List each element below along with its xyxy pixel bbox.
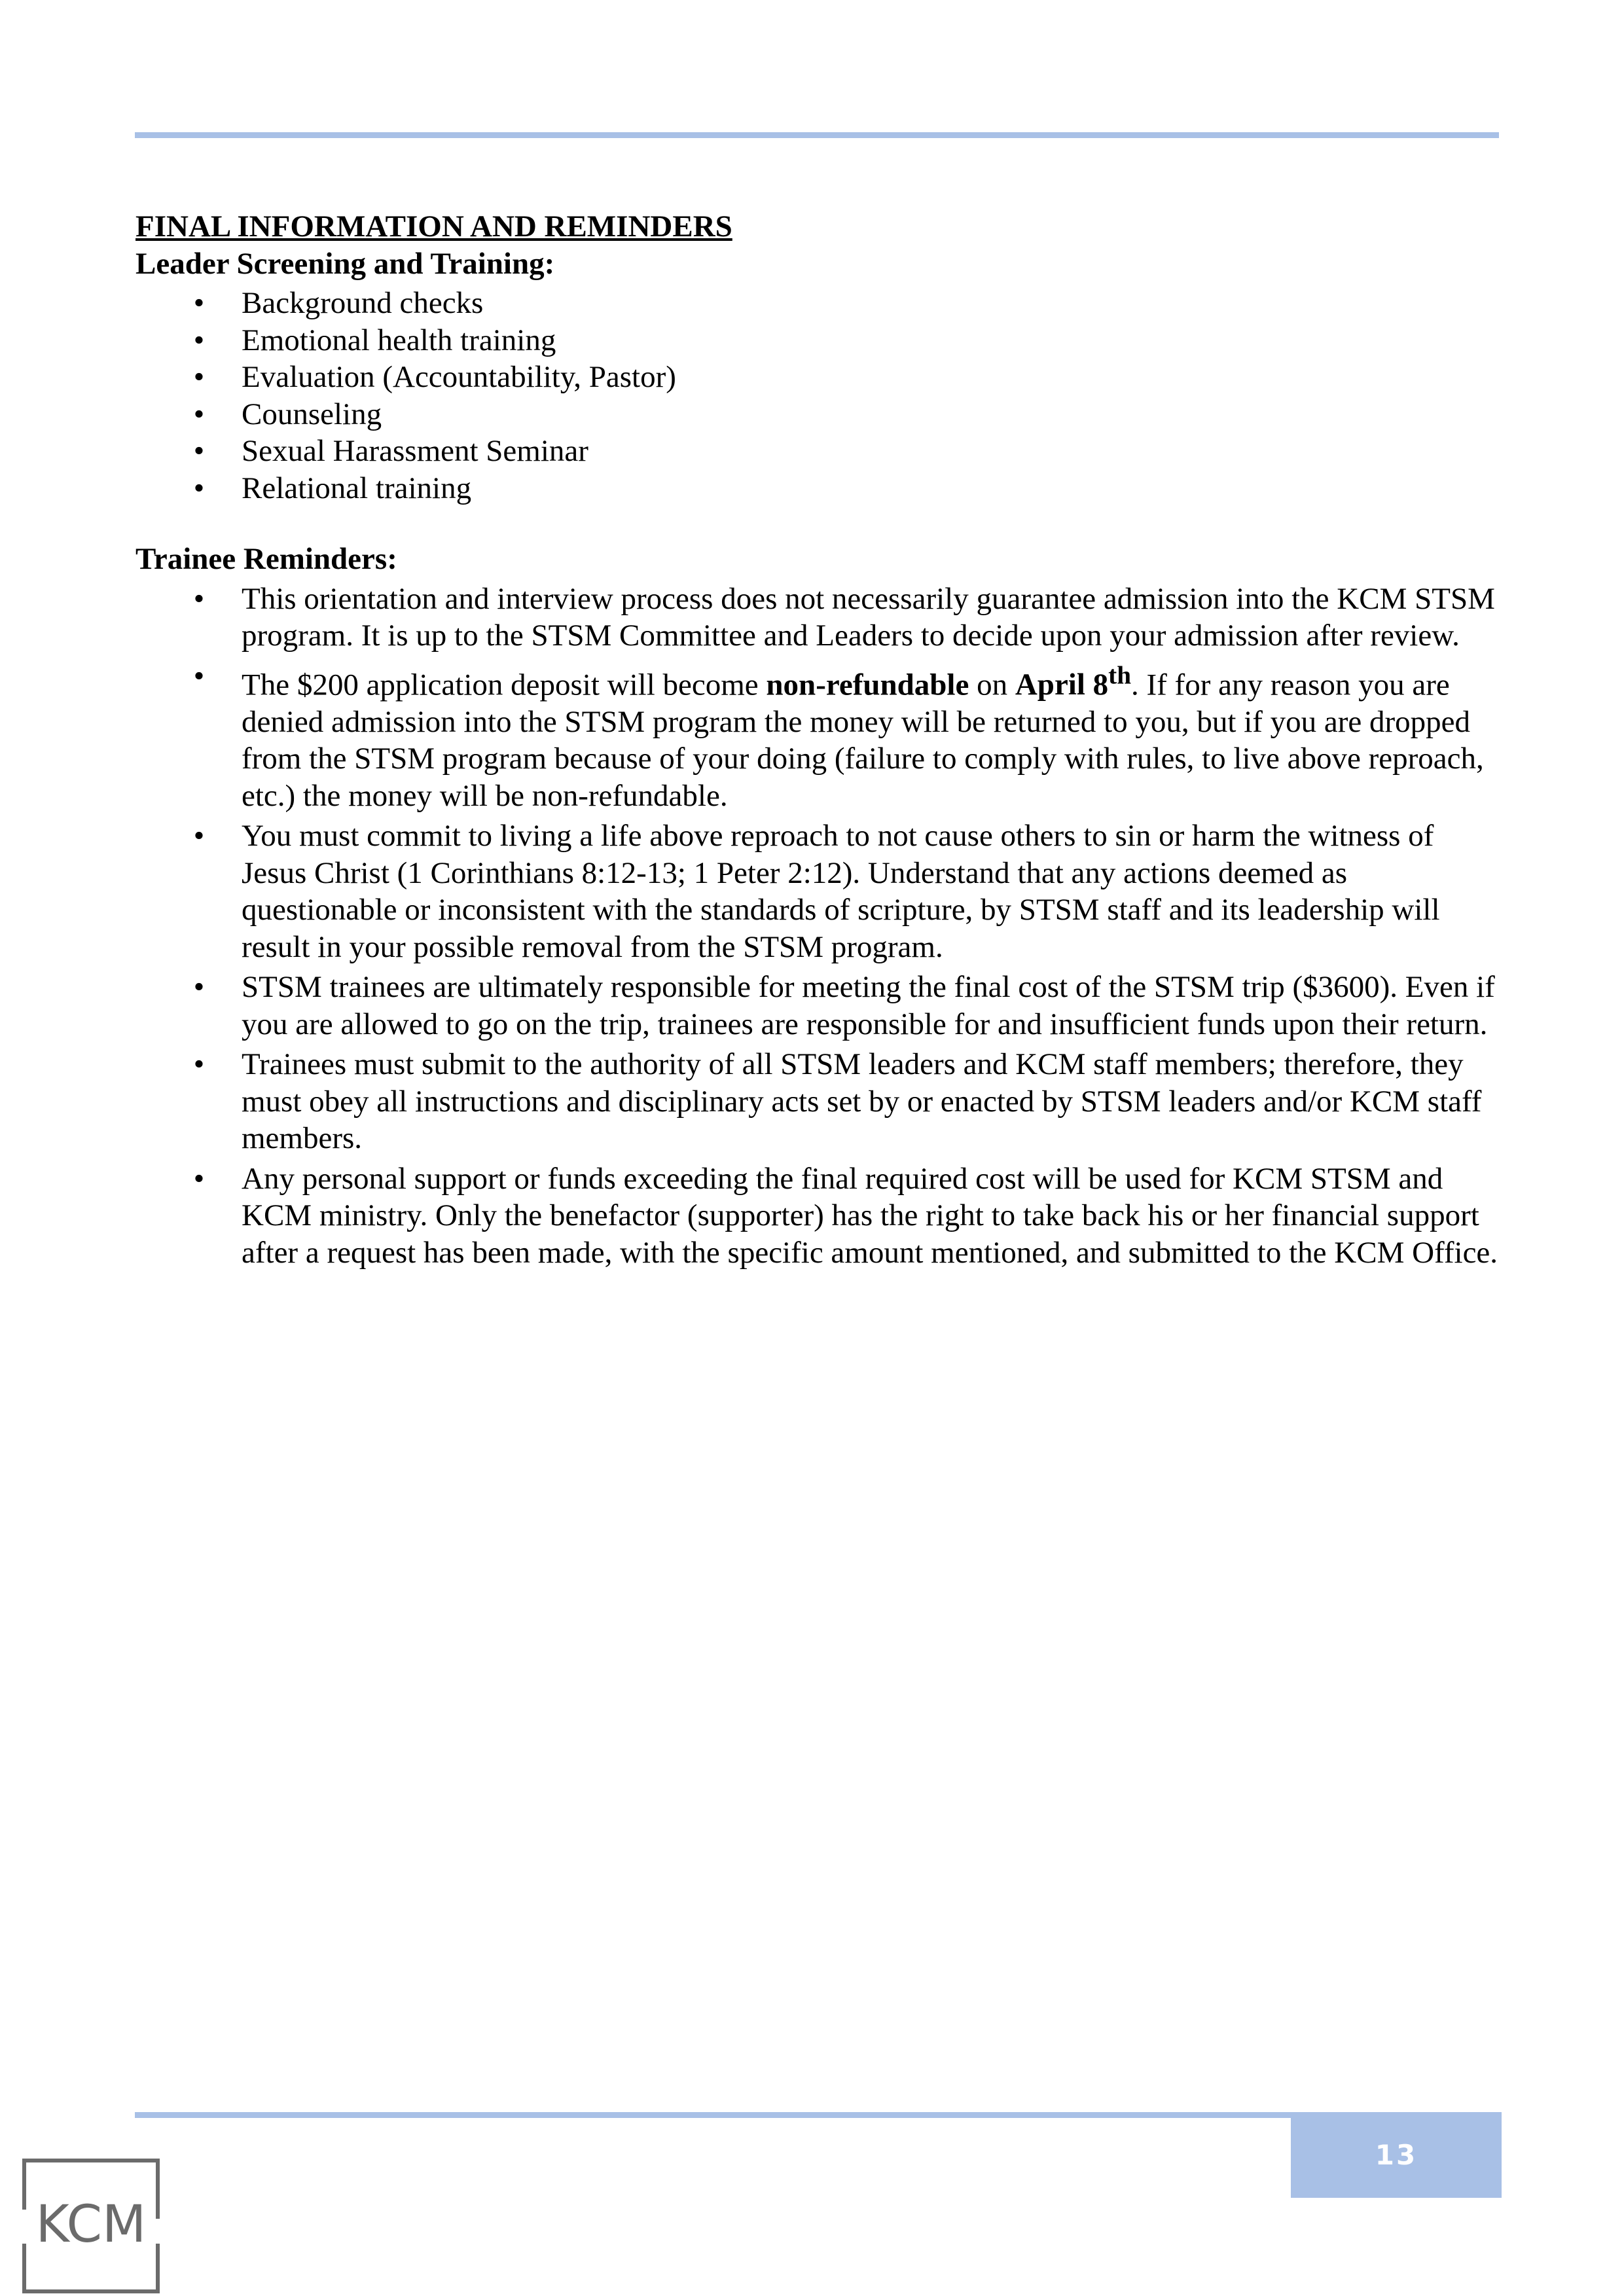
bullet-icon: • xyxy=(193,397,205,431)
list-item: • Emotional health training xyxy=(135,322,1500,359)
reminder-authority: • Trainees must submit to the authority of all STSM leaders and KCM staff members; therefore, they must obey all instructions and disciplinary acts set by or enacted by STSM leaders and/or KCM staff members. xyxy=(135,1046,1500,1157)
kcm-logo-text: KCM xyxy=(35,2195,147,2254)
section-title: FINAL INFORMATION AND REMINDERS xyxy=(135,209,732,243)
bullet-icon: • xyxy=(193,970,205,1005)
bullet-icon: • xyxy=(193,819,205,853)
leader-screening-heading: Leader Screening and Training: xyxy=(135,246,555,281)
bullet-icon: • xyxy=(193,471,205,505)
list-item: • Counseling xyxy=(135,396,1500,433)
trainee-reminders-list xyxy=(135,581,1500,1272)
reminder-admission: • This orientation and interview process does not necessarily guarantee admission into the KCM STSM program. It is up to the STSM Committee and Leaders to decide upon your admission after review. xyxy=(135,581,1500,655)
reminder-cost: • STSM trainees are ultimately responsible for meeting the final cost of the STSM trip ($3600). Even if you are allowed to go on the trip, trainees are responsible for and insufficient funds upon their return. xyxy=(135,969,1500,1043)
bullet-icon: • xyxy=(193,581,205,616)
leader-screening-list xyxy=(135,285,1500,507)
kcm-logo xyxy=(22,2159,160,2293)
deadline-date: April 8th xyxy=(1015,661,1131,702)
header-divider xyxy=(135,132,1499,138)
list-item: • Background checks xyxy=(135,285,1500,322)
document-body xyxy=(135,208,1500,1274)
list-item: • Sexual Harassment Seminar xyxy=(135,433,1500,470)
list-item: • Relational training xyxy=(135,470,1500,507)
bullet-icon: • xyxy=(193,434,205,468)
non-refundable-emphasis: non-refundable xyxy=(766,668,969,702)
list-item: • Evaluation (Accountability, Pastor) xyxy=(135,359,1500,396)
footer-divider xyxy=(135,2112,1291,2118)
bullet-icon: • xyxy=(193,286,205,320)
reminder-support-funds: • Any personal support or funds exceeding the final required cost will be used for KCM STSM and KCM ministry. Only the benefactor (supporter) has the right to take back his or her financial support after a request has been made, with the specific amount mentioned, and submitted to the KCM Office. xyxy=(135,1160,1500,1272)
bullet-icon: • xyxy=(193,658,205,693)
reminder-deposit: • The $200 application deposit will become non-refundable on April 8th. If for any reason you are denied admission into the STSM program the money will be returned to you, but if you are dropped from the STSM program because of your doing (failure to comply with rules, to live above reproach, etc.) the money will be non-refundable. xyxy=(135,658,1500,815)
reminder-conduct: • You must commit to living a life above reproach to not cause others to sin or harm the witness of Jesus Christ (1 Corinthians 8:12-13; 1 Peter 2:12). Understand that any actions deemed as questionable or inconsistent with the standards of scripture, by STSM staff and its leadership will result in your possible removal from the STSM program. xyxy=(135,817,1500,965)
bullet-icon: • xyxy=(193,1161,205,1196)
bullet-icon: • xyxy=(193,323,205,357)
trainee-reminders-heading: Trainee Reminders: xyxy=(135,542,397,576)
bullet-icon: • xyxy=(193,1047,205,1082)
page-number: 13 xyxy=(1375,2139,1418,2171)
bullet-icon: • xyxy=(193,360,205,394)
page-number-box xyxy=(1291,2112,1502,2198)
